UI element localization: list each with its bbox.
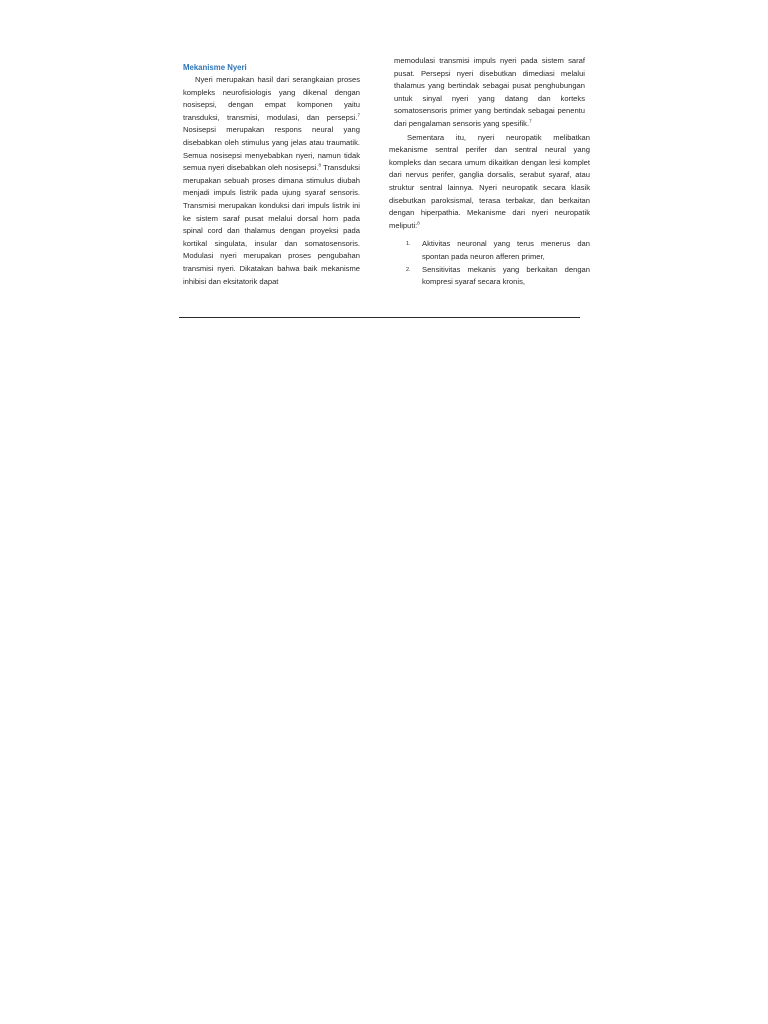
paragraph-text: Sementara itu, nyeri neuropatik melibatkan mekanisme sentral perifer dan sentral neural yang kompleks dan secara umum dikaitkan dengan lesi komplet dari nervus perifer, ganglia dorsalis, serabut syaraf, atau struktur sentral lainnya. Nyeri neuropatik secara klasik disebutkan paroksismal, terasa terbakar, dan berkaitan dengan hiperpathia. Mekanisme dari nyeri neuropatik meliputi: <box>389 132 590 230</box>
list-item-text: Aktivitas neuronal yang terus menerus dan spontan pada neuron afferen primer, <box>422 239 590 261</box>
paragraph-text: Nyeri merupakan hasil dari serangkaian proses kompleks neurofisiologis yang dikenal dengan nosisepsi, dengan empat komponen yaitu transduksi, transmisi, modulasi, dan persepsi. <box>183 75 360 122</box>
paragraph-mechanism <box>183 74 360 288</box>
page-divider-line <box>179 317 580 318</box>
paragraph-text: Nosisepsi merupakan respons neural yang disebabkan oleh stimulus yang jelas atau traumatik. Semua nosisepsi menyebabkan nyeri, namun tidak semua nyeri disebabkan oleh nosisepsi. <box>183 125 360 173</box>
paragraph-continued <box>394 55 585 131</box>
paragraph-neuropathic <box>389 132 590 233</box>
paragraph-text: memodulasi transmisi impuls nyeri pada sistem saraf pusat. Persepsi nyeri disebutkan dimediasi melalui thalamus yang bertindak sebagai pusat penghubungan untuk sinyal nyeri yang datang dan korteks somatosensoris primer yang bertindak sebagai penentu dari pengalaman sensoris yang spesifik. <box>394 56 585 128</box>
citation-ref: 7 <box>357 112 360 118</box>
left-column <box>183 61 360 288</box>
paragraph-text: Transduksi merupakan sebuah proses dimana stimulus diubah menjadi impuls listrik pada ujung syaraf sensoris. Transmisi merupakan konduksi dari impuls listrik ini ke sistem saraf pusat melalui dorsal horn pada spinal cord dan thalamus dengan proyeksi pada kortikal singulata, insular dan somatosensoris. Modulasi nyeri merupakan proses pengubahan transmisi nyeri. Dikatakan bahwa baik mekanisme inhibisi dan eksitatorik dapat <box>183 163 360 286</box>
citation-ref: 8 <box>417 220 420 226</box>
list-number: 1. <box>406 241 411 248</box>
list-item-text: Sensitivitas mekanis yang berkaitan dengan kompresi syaraf secara kronis, <box>422 264 590 287</box>
section-heading: Mekanisme Nyeri <box>183 63 247 72</box>
citation-ref: 7 <box>529 118 532 124</box>
list-item <box>389 238 590 263</box>
list-item <box>389 264 590 289</box>
right-column <box>389 55 590 289</box>
mechanism-list <box>389 238 590 288</box>
list-number: 2. <box>406 266 411 273</box>
citation-ref: 8 <box>318 162 321 168</box>
